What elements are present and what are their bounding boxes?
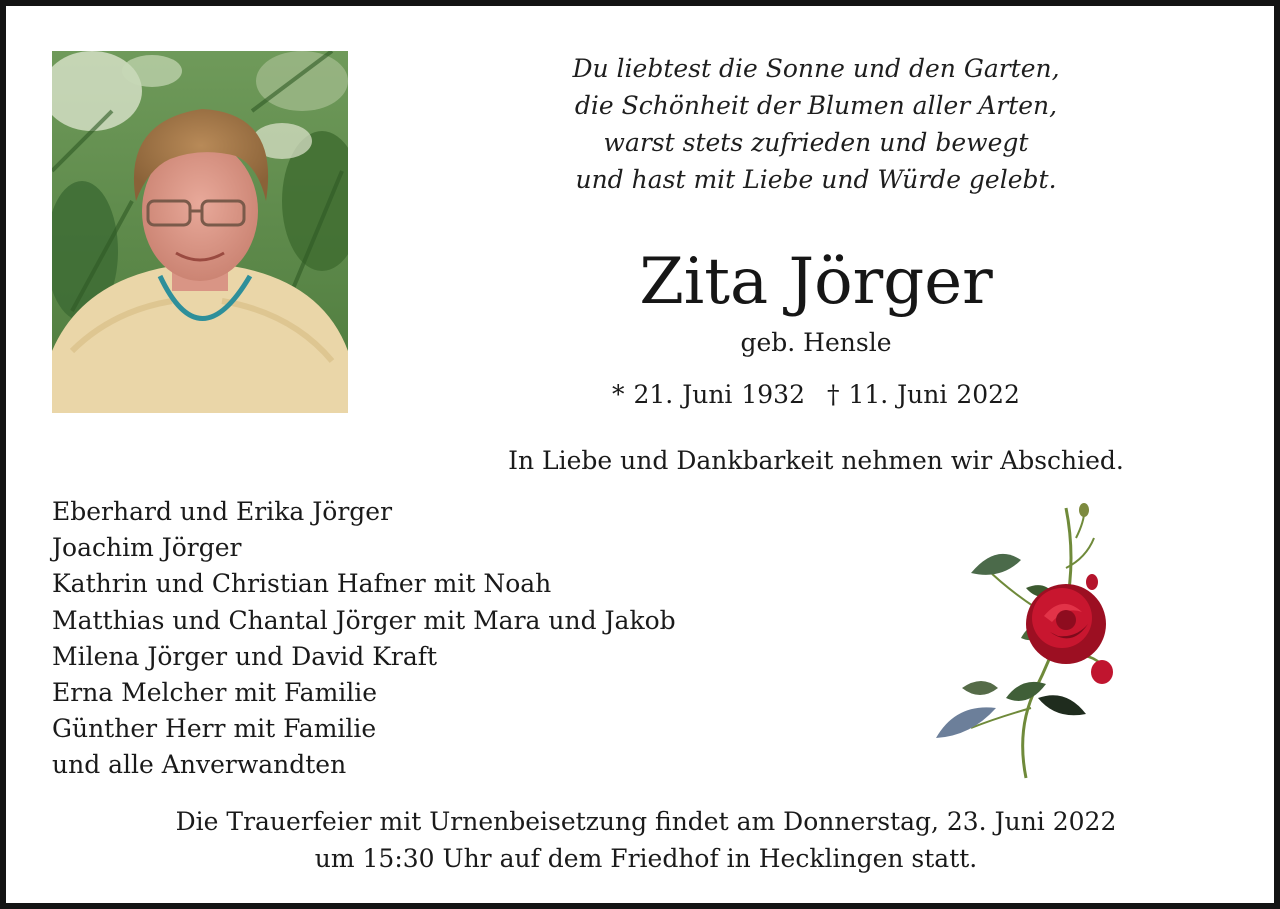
mourner-entry: Milena Jörger und David Kraft bbox=[52, 641, 438, 671]
mourner-entry: Erna Melcher mit Familie bbox=[52, 678, 378, 708]
mourner-entry: Eberhard und Erika Jörger bbox=[52, 497, 393, 526]
birth-date: * 21. Juni 1932 bbox=[612, 380, 805, 409]
poem-line: warst stets zufrieden und bewegt bbox=[603, 128, 1029, 157]
mourner-entry: und alle Anverwandten bbox=[52, 750, 347, 780]
mourner-entry: Matthias und Chantal Jörger mit Mara und Jakob bbox=[52, 605, 676, 635]
rose-illustration bbox=[926, 498, 1138, 788]
portrait-photo bbox=[52, 51, 348, 413]
poem-line: die Schönheit der Blumen aller Arten, bbox=[574, 91, 1058, 120]
deceased-name: Zita Jörger bbox=[639, 245, 993, 319]
memorial-poem bbox=[486, 50, 1146, 198]
poem-line: Du liebtest die Sonne und den Garten, bbox=[572, 54, 1060, 83]
death-date: † 11. Juni 2022 bbox=[827, 380, 1020, 409]
farewell-text: In Liebe und Dankbarkeit nehmen wir Abschied. bbox=[508, 446, 1124, 475]
ceremony-line-1: Die Trauerfeier mit Urnenbeisetzung findet am Donnerstag, 23. Juni 2022 bbox=[175, 807, 1117, 836]
ceremony-line-2: um 15:30 Uhr auf dem Friedhof in Hecklingen statt. bbox=[314, 844, 978, 873]
poem-line: und hast mit Liebe und Würde gelebt. bbox=[575, 165, 1057, 194]
ceremony-info bbox=[46, 803, 1246, 877]
mourners-list bbox=[52, 494, 676, 784]
maiden-name: geb. Hensle bbox=[740, 328, 892, 357]
mourner-entry: Kathrin und Christian Hafner mit Noah bbox=[52, 569, 552, 599]
life-dates bbox=[486, 378, 1146, 412]
mourner-entry: Günther Herr mit Familie bbox=[52, 714, 377, 744]
mourner-entry: Joachim Jörger bbox=[52, 533, 242, 563]
